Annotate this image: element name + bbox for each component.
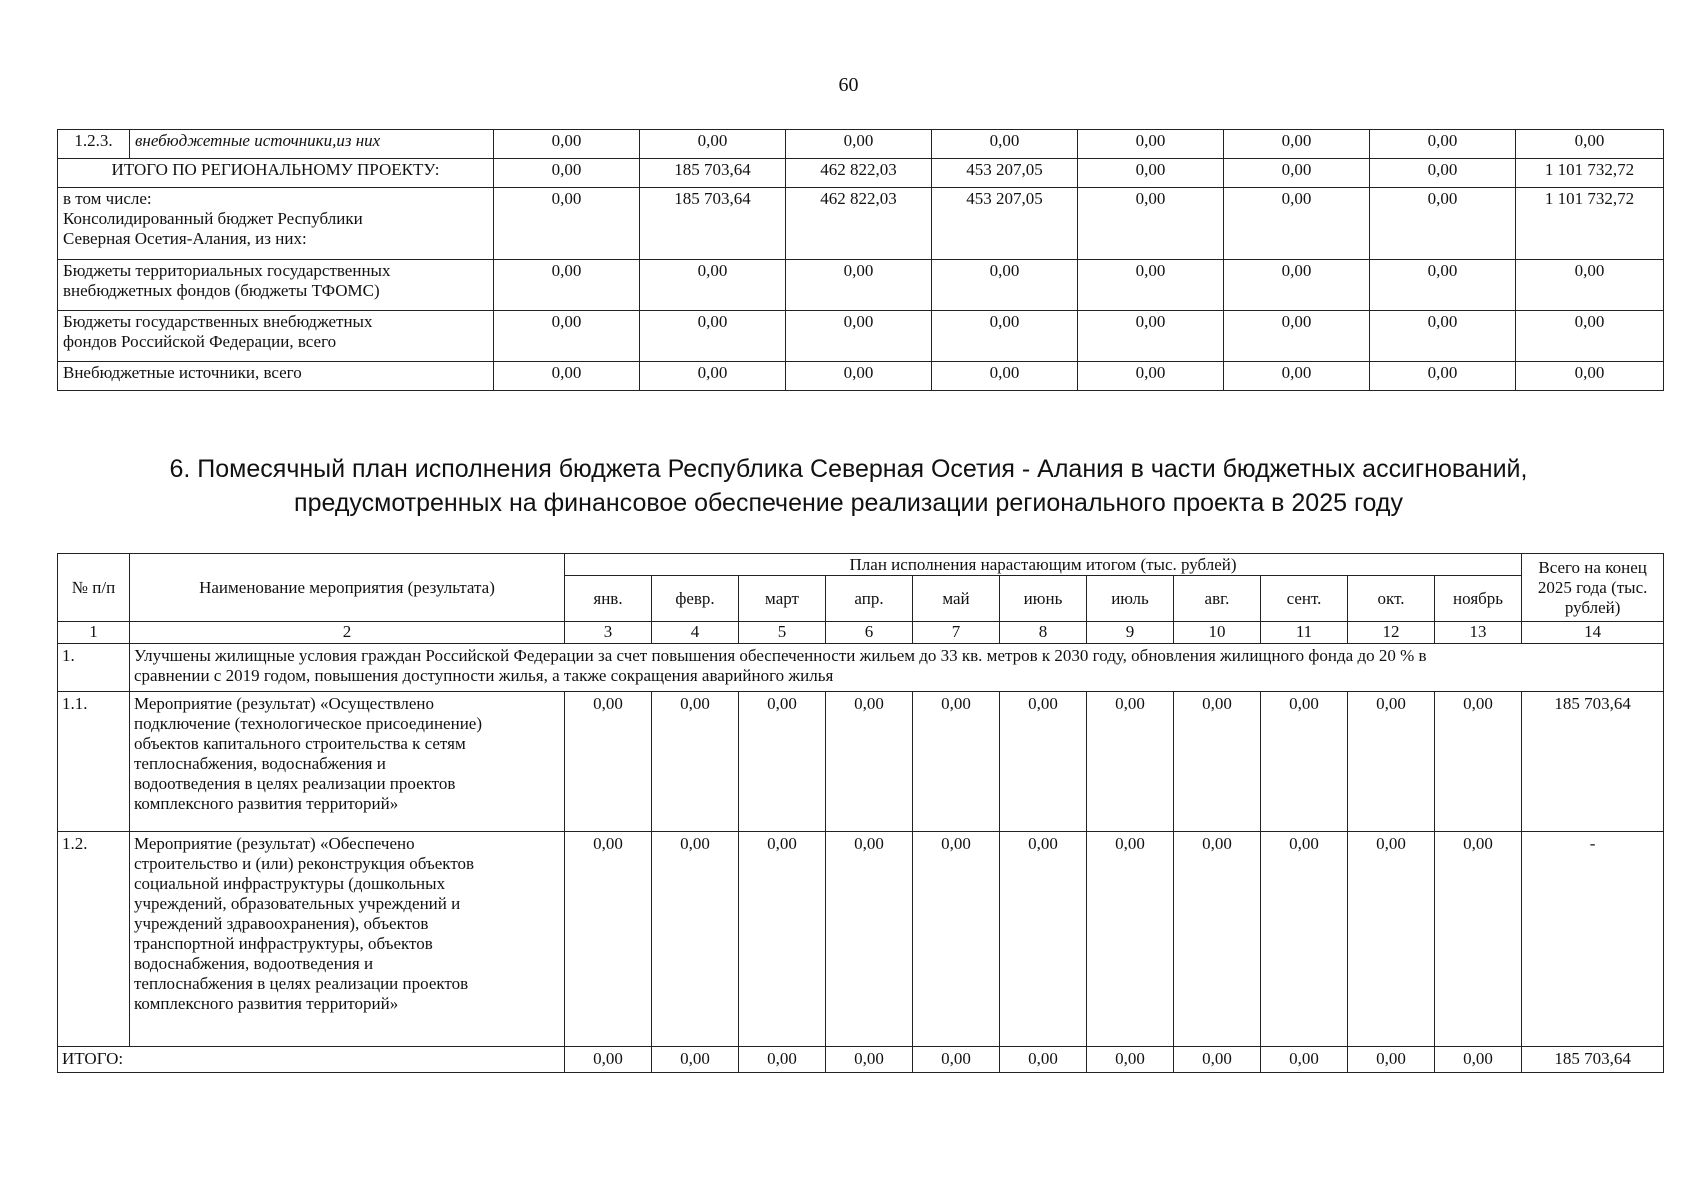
month-value: 0,00 (565, 692, 652, 832)
section-title (0, 452, 1697, 520)
goal-text-line: Улучшены жилищные условия граждан Российской Федерации за счет повышения обеспеченности жильем до 33 кв. метров к 2030 году, обновления жилищного фонда до 20 % в (134, 646, 1427, 665)
row-label-line: фондов Российской Федерации, всего (63, 332, 337, 351)
amount-cell: 0,00 (494, 159, 640, 188)
total-row (58, 1047, 1664, 1073)
month-value: 0,00 (1435, 832, 1522, 1047)
header-row (58, 554, 1664, 576)
row-label (58, 311, 494, 362)
activity-name-line: учреждений здравоохранения), объектов (134, 914, 429, 933)
month-value: 0,00 (1087, 832, 1174, 1047)
row-label-line: Консолидированный бюджет Республики (63, 209, 363, 228)
row-total: - (1522, 832, 1664, 1047)
month-value: 0,00 (1087, 1047, 1174, 1073)
activity-name-line: учреждений, образовательных учреждений и (134, 894, 461, 913)
amount-cell: 0,00 (494, 260, 640, 311)
amount-cell: 0,00 (932, 130, 1078, 159)
table-row (58, 130, 1664, 159)
month-value: 0,00 (1000, 1047, 1087, 1073)
month-value: 0,00 (1261, 692, 1348, 832)
amount-cell: 0,00 (640, 362, 786, 391)
amount-cell: 0,00 (1224, 188, 1370, 260)
amount-cell: 0,00 (786, 260, 932, 311)
column-number: 14 (1522, 622, 1664, 644)
activity-name-line: теплоснабжения, водоснабжения и (134, 754, 386, 773)
goal-text-line: сравнении с 2019 годом, повышения доступности жилья, а также сокращения аварийного жилья (134, 666, 834, 685)
amount-cell: 0,00 (1078, 188, 1224, 260)
table-row (58, 188, 1664, 260)
header-month: февр. (652, 576, 739, 622)
header-month: сент. (1261, 576, 1348, 622)
amount-cell: 0,00 (1078, 130, 1224, 159)
activity-name-line: Мероприятие (результат) «Обеспечено (134, 834, 415, 853)
row-index: 1.2. (58, 832, 130, 1047)
amount-cell: 462 822,03 (786, 159, 932, 188)
column-number: 2 (130, 622, 565, 644)
column-number: 10 (1174, 622, 1261, 644)
header-month: авг. (1174, 576, 1261, 622)
header-total (1522, 554, 1664, 622)
month-value: 0,00 (739, 832, 826, 1047)
row-label-line: Северная Осетия-Алания, из них: (63, 229, 307, 248)
column-numbers-row (58, 622, 1664, 644)
amount-cell: 0,00 (786, 130, 932, 159)
header-month: окт. (1348, 576, 1435, 622)
amount-cell: 0,00 (1224, 311, 1370, 362)
amount-cell: 0,00 (1370, 159, 1516, 188)
goal-row (58, 644, 1664, 692)
header-total-line: рублей) (1564, 597, 1621, 617)
activity-name-line: транспортной инфраструктуры, объектов (134, 934, 433, 953)
amount-cell: 0,00 (1224, 362, 1370, 391)
column-number: 1 (58, 622, 130, 644)
row-total: 185 703,64 (1522, 692, 1664, 832)
month-value: 0,00 (1435, 692, 1522, 832)
goal-index: 1. (58, 644, 130, 692)
month-value: 0,00 (1348, 832, 1435, 1047)
row-label-line: Бюджеты государственных внебюджетных (63, 312, 373, 331)
row-label-line: Бюджеты территориальных государственных (63, 261, 391, 280)
column-number: 11 (1261, 622, 1348, 644)
grand-total: 185 703,64 (1522, 1047, 1664, 1073)
amount-cell: 0,00 (494, 311, 640, 362)
goal-text (130, 644, 1664, 692)
amount-cell: 0,00 (494, 362, 640, 391)
month-value: 0,00 (652, 692, 739, 832)
amount-cell: 0,00 (494, 130, 640, 159)
column-number: 7 (913, 622, 1000, 644)
amount-cell: 0,00 (494, 188, 640, 260)
table-row (58, 311, 1664, 362)
header-month: апр. (826, 576, 913, 622)
month-value: 0,00 (1000, 692, 1087, 832)
row-label (58, 188, 494, 260)
month-value: 0,00 (1174, 1047, 1261, 1073)
month-value: 0,00 (1261, 1047, 1348, 1073)
amount-cell: 0,00 (640, 311, 786, 362)
regional-project-funding-table (57, 129, 1664, 391)
activity-name (130, 832, 565, 1047)
month-value: 0,00 (1174, 692, 1261, 832)
header-total-line: Всего на конец (1538, 557, 1647, 577)
activity-name (130, 692, 565, 832)
activity-name-line: объектов капитального строительства к сетям (134, 734, 466, 753)
header-month: май (913, 576, 1000, 622)
amount-cell: 0,00 (1516, 260, 1664, 311)
amount-cell: 462 822,03 (786, 188, 932, 260)
table-row (58, 832, 1664, 1047)
amount-cell: 0,00 (786, 311, 932, 362)
amount-cell: 0,00 (1370, 260, 1516, 311)
header-month: янв. (565, 576, 652, 622)
activity-name-line: строительство и (или) реконструкция объектов (134, 854, 475, 873)
month-value: 0,00 (1087, 692, 1174, 832)
amount-cell: 0,00 (1516, 362, 1664, 391)
column-number: 12 (1348, 622, 1435, 644)
amount-cell: 0,00 (1370, 188, 1516, 260)
column-number: 13 (1435, 622, 1522, 644)
amount-cell: 453 207,05 (932, 159, 1078, 188)
amount-cell: 0,00 (640, 130, 786, 159)
month-value: 0,00 (1000, 832, 1087, 1047)
amount-cell: 0,00 (1516, 311, 1664, 362)
amount-cell: 1 101 732,72 (1516, 188, 1664, 260)
amount-cell: 0,00 (1078, 362, 1224, 391)
section-title-line-2: предусмотренных на финансовое обеспечение реализации регионального проекта в 2025 году (294, 489, 1403, 517)
amount-cell: 0,00 (1370, 311, 1516, 362)
amount-cell: 0,00 (1078, 260, 1224, 311)
amount-cell: 0,00 (1224, 159, 1370, 188)
amount-cell: 0,00 (1224, 130, 1370, 159)
table-row (58, 692, 1664, 832)
amount-cell: 0,00 (640, 260, 786, 311)
section-title-line-1: 6. Помесячный план исполнения бюджета Республика Северная Осетия - Алания в части бюджетных ассигнований, (169, 455, 1528, 483)
amount-cell: 453 207,05 (932, 188, 1078, 260)
table-row (58, 159, 1664, 188)
month-value: 0,00 (1174, 832, 1261, 1047)
header-num: № п/п (58, 554, 130, 622)
month-value: 0,00 (1261, 832, 1348, 1047)
month-value: 0,00 (565, 832, 652, 1047)
activity-name-line: социальной инфраструктуры (дошкольных (134, 874, 446, 893)
row-label: ИТОГО ПО РЕГИОНАЛЬНОМУ ПРОЕКТУ: (58, 159, 494, 188)
row-index: 1.1. (58, 692, 130, 832)
activity-name-line: водоотведения в целях реализации проектов (134, 774, 456, 793)
row-label: внебюджетные источники,из них (130, 130, 494, 159)
row-index: 1.2.3. (58, 130, 130, 159)
row-label (58, 260, 494, 311)
month-value: 0,00 (826, 692, 913, 832)
month-value: 0,00 (913, 692, 1000, 832)
row-label-line: внебюджетных фондов (бюджеты ТФОМС) (63, 281, 380, 300)
table-row (58, 362, 1664, 391)
row-label-line: в том числе: (63, 189, 152, 208)
amount-cell: 0,00 (932, 260, 1078, 311)
amount-cell: 0,00 (1078, 311, 1224, 362)
page-number: 60 (838, 74, 859, 96)
header-total-line: 2025 года (тыс. (1537, 577, 1648, 597)
table-row (58, 260, 1664, 311)
month-value: 0,00 (913, 1047, 1000, 1073)
activity-name-line: водоснабжения, водоотведения и (134, 954, 374, 973)
column-number: 9 (1087, 622, 1174, 644)
activity-name-line: теплоснабжения в целях реализации проектов (134, 974, 469, 993)
month-value: 0,00 (826, 832, 913, 1047)
header-plan: План исполнения нарастающим итогом (тыс. рублей) (565, 554, 1522, 576)
row-label: Внебюджетные источники, всего (58, 362, 494, 391)
activity-name-line: комплексного развития территорий» (134, 794, 399, 813)
header-month: ноябрь (1435, 576, 1522, 622)
month-value: 0,00 (826, 1047, 913, 1073)
column-number: 8 (1000, 622, 1087, 644)
amount-cell: 0,00 (1078, 159, 1224, 188)
column-number: 4 (652, 622, 739, 644)
header-month: июнь (1000, 576, 1087, 622)
month-value: 0,00 (1435, 1047, 1522, 1073)
month-value: 0,00 (565, 1047, 652, 1073)
header-month: июль (1087, 576, 1174, 622)
amount-cell: 0,00 (1224, 260, 1370, 311)
amount-cell: 0,00 (786, 362, 932, 391)
amount-cell: 0,00 (1516, 130, 1664, 159)
column-number: 3 (565, 622, 652, 644)
activity-name-line: подключение (технологическое присоединение) (134, 714, 483, 733)
month-value: 0,00 (1348, 1047, 1435, 1073)
month-value: 0,00 (739, 1047, 826, 1073)
amount-cell: 0,00 (932, 362, 1078, 391)
amount-cell: 185 703,64 (640, 188, 786, 260)
total-label: ИТОГО: (58, 1047, 565, 1073)
activity-name-line: Мероприятие (результат) «Осуществлено (134, 694, 435, 713)
month-value: 0,00 (652, 1047, 739, 1073)
header-name: Наименование мероприятия (результата) (130, 554, 565, 622)
month-value: 0,00 (739, 692, 826, 832)
month-value: 0,00 (652, 832, 739, 1047)
column-number: 6 (826, 622, 913, 644)
amount-cell: 1 101 732,72 (1516, 159, 1664, 188)
column-number: 5 (739, 622, 826, 644)
activity-name-line: комплексного развития территорий» (134, 994, 399, 1013)
header-month: март (739, 576, 826, 622)
amount-cell: 0,00 (1370, 130, 1516, 159)
amount-cell: 0,00 (932, 311, 1078, 362)
monthly-plan-table (57, 553, 1664, 1073)
month-value: 0,00 (913, 832, 1000, 1047)
amount-cell: 0,00 (1370, 362, 1516, 391)
amount-cell: 185 703,64 (640, 159, 786, 188)
month-value: 0,00 (1348, 692, 1435, 832)
